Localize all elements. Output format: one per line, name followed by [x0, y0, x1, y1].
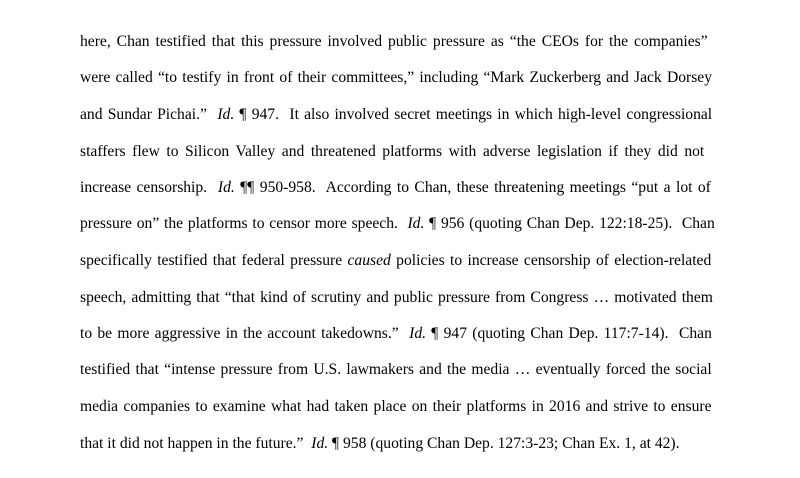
- text-line: [80, 103, 720, 127]
- text-segment: to be more aggressive in the account takedowns.”: [80, 325, 410, 342]
- text-segment: staffers flew to Silicon Valley and threatened platforms with adverse legislation if they did not: [80, 143, 705, 160]
- text-line: [80, 358, 720, 382]
- text-line: [80, 249, 720, 273]
- text-segment: and Sundar Pichai.”: [80, 106, 218, 123]
- text-line: [80, 395, 720, 419]
- text-line: [80, 212, 720, 236]
- emphasis-word: caused: [347, 252, 391, 269]
- text-line: [80, 30, 720, 54]
- text-line: [80, 140, 720, 164]
- text-segment: speech, admitting that “that kind of scrutiny and public pressure from Congress … motivated them: [80, 289, 713, 306]
- text-line: [80, 286, 720, 310]
- citation-id: Id.: [217, 179, 235, 196]
- text-line: [80, 66, 720, 90]
- text-segment: ¶ 947 (quoting Chan Dep. 117:7-14). Chan: [426, 325, 712, 342]
- citation-id: Id.: [217, 106, 235, 123]
- text-segment: were called “to testify in front of their committees,” including “Mark Zuckerberg and Jack Dorsey: [80, 69, 712, 86]
- text-line: [80, 176, 720, 200]
- text-segment: ¶ 958 (quoting Chan Dep. 127:3-23; Chan Ex. 1, at 42).: [328, 435, 680, 452]
- text-segment: here, Chan testified that this pressure involved public pressure as “the CEOs for the companies”: [80, 33, 708, 50]
- text-segment: media companies to examine what had taken place on their platforms in 2016 and strive to ensure: [80, 398, 712, 415]
- text-line: [80, 322, 720, 346]
- text-segment: testified that “intense pressure from U.S. lawmakers and the media … eventually forced the social: [80, 361, 712, 378]
- text-segment: specifically testified that federal pressure: [80, 252, 348, 269]
- text-segment: policies to increase censorship of election-related: [390, 252, 712, 269]
- text-segment: ¶ 956 (quoting Chan Dep. 122:18-25). Chan: [424, 215, 715, 232]
- text-segment: ¶ 947. It also involved secret meetings in which high-level congressional: [234, 106, 713, 123]
- text-segment: pressure on” the platforms to censor more speech.: [80, 215, 408, 232]
- citation-id: Id.: [311, 435, 329, 452]
- citation-id: Id.: [409, 325, 427, 342]
- text-line-last: [80, 432, 720, 456]
- text-segment: increase censorship.: [80, 179, 218, 196]
- text-segment: ¶¶ 950-958. According to Chan, these threatening meetings “put a lot of: [234, 179, 711, 196]
- citation-id: Id.: [407, 215, 425, 232]
- text-segment: that it did not happen in the future.”: [80, 435, 312, 452]
